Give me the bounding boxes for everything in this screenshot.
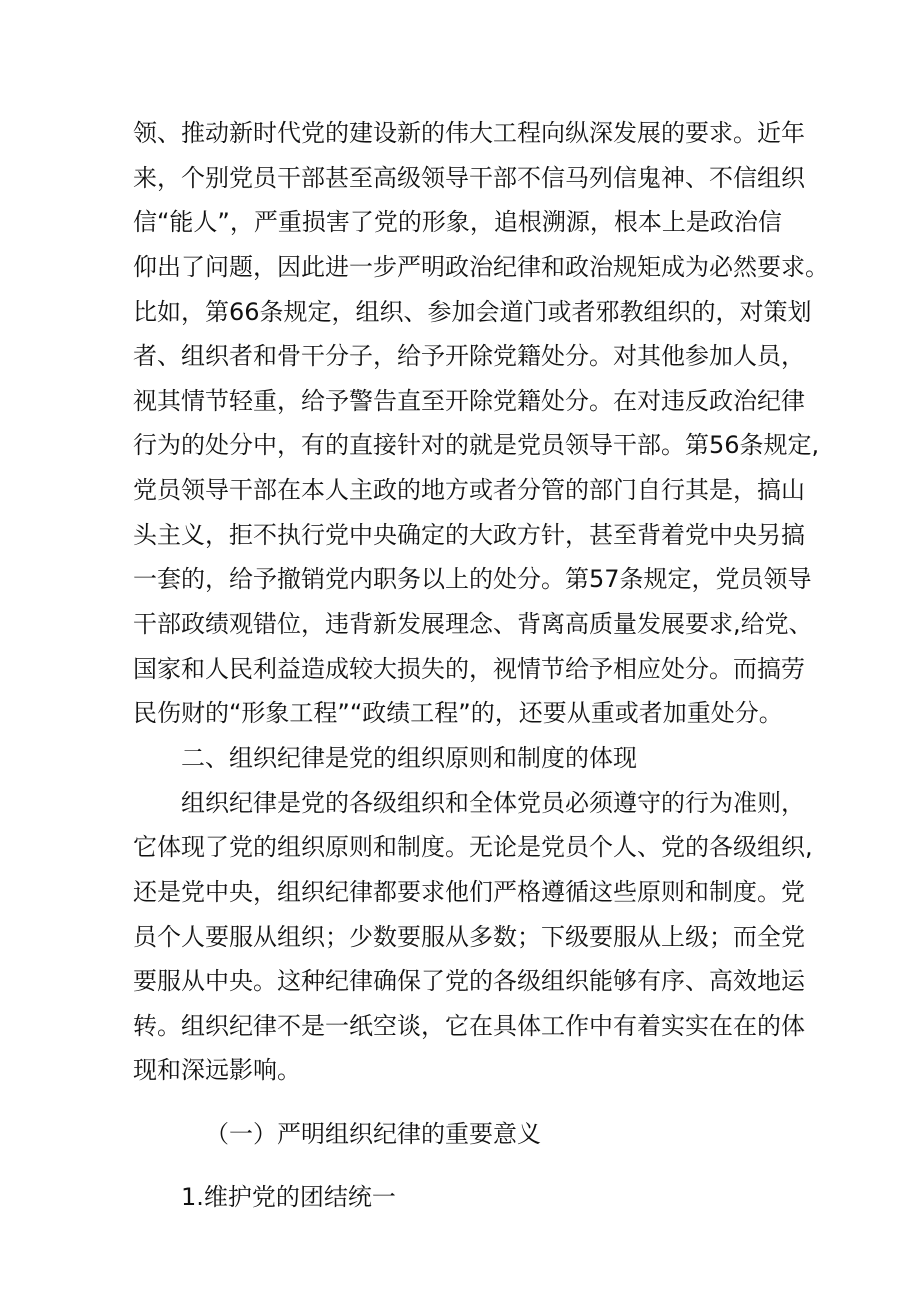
body-line: 来，个别党员干部甚至高级领导干部不信马列信鬼神、不信组织 [133, 164, 805, 192]
section-line: 员个人要服从组织；少数要服从多数；下级要服从上级；而全党 [133, 923, 805, 951]
body-line: 党员领导干部在本人主政的地方或者分管的部门自行其是，搞山 [133, 476, 805, 504]
section-line: 还是党中央，组织纪律都要求他们严格遵循这些原则和制度。党 [133, 878, 805, 906]
body-line: 国家和人民利益造成较大损失的，视情节给予相应处分。而搞劳 [133, 655, 805, 683]
body-line: 头主义，拒不执行党中央确定的大政方针，甚至背着党中央另搞 [133, 521, 805, 549]
subheading: （一）严明组织纪律的重要意义 [205, 1120, 541, 1148]
body-line: 领、推动新时代党的建设新的伟大工程向纵深发展的要求。近年 [133, 119, 805, 147]
section-line: 它体现了党的组织原则和制度。无论是党员个人、党的各级组织, [133, 833, 813, 861]
body-line: 者、组织者和骨干分子，给予开除党籍处分。对其他参加人员， [133, 342, 805, 370]
body-line: 信“能人”，严重损害了党的形象，追根溯源，根本上是政治信 [133, 208, 782, 236]
section-heading: 二、组织纪律是党的组织原则和制度的体现 [181, 744, 637, 772]
body-line: 仰出了问题，因此进一步严明政治纪律和政治规矩成为必然要求。 [133, 253, 829, 281]
body-line: 视其情节轻重，给予警告直至开除党籍处分。在对违反政治纪律 [133, 387, 805, 415]
item-heading: 1.维护党的团结统一 [181, 1183, 396, 1211]
section-line: 要服从中央。这种纪律确保了党的各级组织能够有序、高效地运 [133, 967, 805, 995]
body-line: 民伤财的“形象工程”“政绩工程”的，还要从重或者加重处分。 [133, 699, 783, 727]
body-line: 比如，第66条规定，组织、参加会道门或者邪教组织的，对策划 [133, 298, 812, 326]
body-line: 干部政绩观错位，违背新发展理念、背离高质量发展要求,给党、 [133, 610, 813, 638]
section-line: 转。组织纪律不是一纸空谈，它在具体工作中有着实实在在的体 [133, 1012, 805, 1040]
body-line: 一套的，给予撤销党内职务以上的处分。第57条规定，党员领导 [133, 565, 812, 593]
body-line: 行为的处分中，有的直接针对的就是党员领导干部。第56条规定, [133, 431, 820, 459]
section-line: 现和深远影响。 [133, 1056, 301, 1084]
section-line: 组织纪律是党的各级组织和全体党员必须遵守的行为准则， [181, 789, 805, 817]
